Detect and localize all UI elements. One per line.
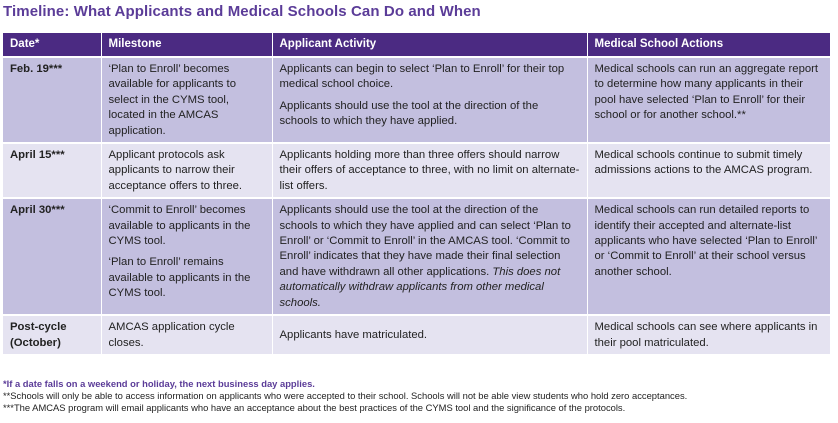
header-date: Date* [3,33,101,57]
table-row [3,315,830,354]
school-action-text: Medical schools can see where applicants in their pool matriculated. [594,321,818,349]
row-applicant-activity [272,57,587,143]
table-header-row [3,33,830,57]
activity-text: Applicants should use the tool at the direction of the schools to which they have applied and can select ‘Plan to Enroll’ or ‘Commit to Enroll’ in the AMCAS tool. ‘Commit to Enroll’ indicates that they have made their final selection and have withdrawn all other applications. [279,204,571,278]
activity-text: Applicants should use the tool at the direction of the schools to which they have applied. [279,99,539,128]
row-applicant-activity [272,198,587,315]
row-applicant-activity [272,143,587,198]
school-action-text: Medical schools can run detailed reports to identify their accepted and alternate-list applicants who have selected ‘Plan to Enroll’ or ‘Commit to Enroll’ at their school versus another school. [594,204,818,278]
milestone-text: Applicant protocols ask applicants to narrow their acceptance offers to three. [108,149,243,192]
school-action-text: Medical schools continue to submit timely admissions actions to the AMCAS program. [594,149,813,177]
row-applicant-activity [272,315,587,354]
activity-text [280,203,580,311]
timeline-table [3,33,830,354]
row-milestone [101,315,272,354]
header-milestone: Milestone [101,33,272,57]
footnotes [3,378,687,415]
table-row [3,198,830,315]
footnote-3: ***The AMCAS program will email applicants who have an acceptance about the best practices of the CYMS tool and the significance of the protocols. [3,402,626,414]
row-school-actions [587,315,830,354]
footnote-2: **Schools will only be able to access information on applicants who were accepted to their school. Schools will not be able view students who hold zero acceptances. [3,390,688,402]
school-action-text: Medical schools can run an aggregate report to determine how many applicants in their pool have selected ‘Plan to Enroll’ for their school or for another school.** [594,63,819,122]
table-row [3,143,830,198]
activity-text: Applicants holding more than three offers should narrow their offers of acceptance to three, with no limit on alternate-list offers. [279,149,580,192]
row-school-actions [587,198,830,315]
milestone-text: AMCAS application cycle closes. [108,321,235,349]
row-date: April 30*** [3,198,101,315]
activity-italic-note: This does not automatically withdraw applicants from other medical schools. [279,265,561,309]
row-school-actions [587,57,830,143]
row-date: Feb. 19*** [3,57,101,143]
row-date: Post-cycle (October) [3,315,101,354]
footnote-1: *If a date falls on a weekend or holiday, the next business day applies. [3,378,315,389]
table-row [3,57,830,143]
header-medical-school-actions: Medical School Actions [587,33,830,57]
milestone-text: ‘Commit to Enroll’ becomes available to applicants in the CYMS tool. [108,204,251,248]
activity-text: Applicants can begin to select ‘Plan to Enroll’ for their top medical school choice. [279,63,565,91]
activity-text: Applicants have matriculated. [279,328,428,341]
row-milestone [101,198,272,315]
milestone-text: ‘Plan to Enroll’ remains available to applicants in the CYMS tool. [108,256,251,300]
row-school-actions [587,143,830,198]
header-applicant-activity: Applicant Activity [272,33,587,57]
page-title: Timeline: What Applicants and Medical Schools Can Do and When [3,3,481,20]
row-milestone [101,57,272,143]
row-milestone [101,143,272,198]
row-date: April 15*** [3,143,101,198]
milestone-text: ‘Plan to Enroll’ becomes available for applicants to select in the CYMS tool, located in the AMCAS application. [108,63,236,137]
